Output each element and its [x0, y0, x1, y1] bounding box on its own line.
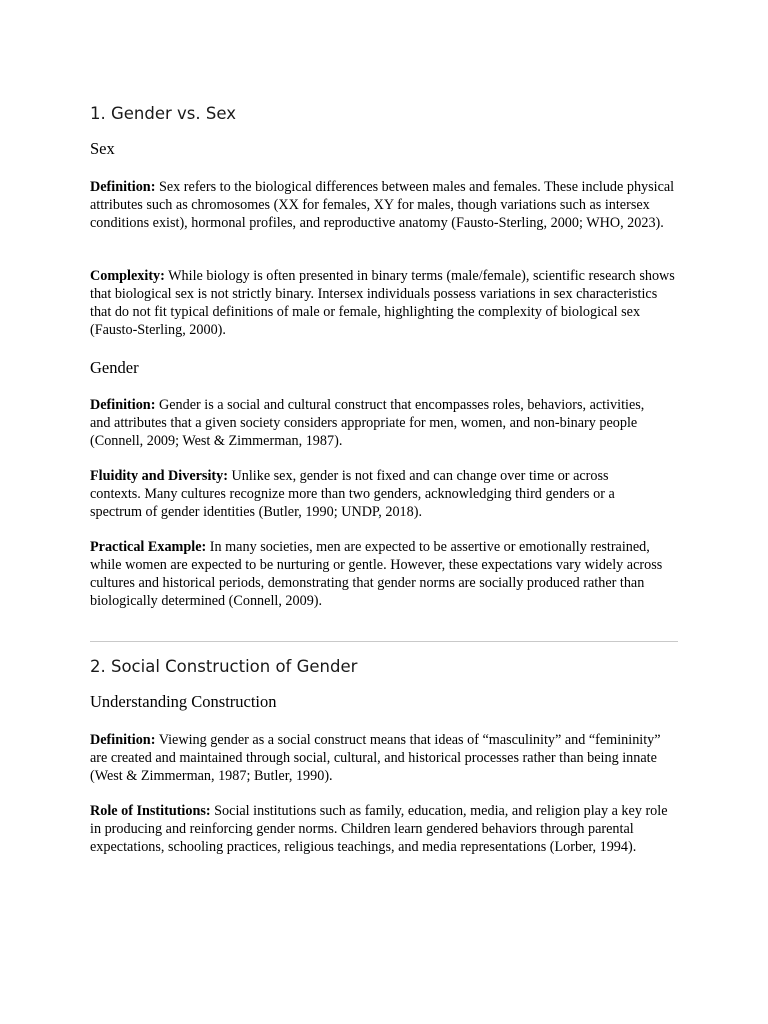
text-gender-fluidity: Unlike sex, gender is not fixed and can change over time or across contexts. Many cultures recognize more than two genders, acknowledging third genders or a spectrum of gender identities (Butler, 1990; UNDP, 2018).	[90, 468, 615, 520]
paragraph-gender-example	[90, 538, 675, 610]
label-definition: Definition:	[90, 397, 156, 413]
label-practical-example: Practical Example:	[90, 539, 207, 555]
label-role-of-institutions: Role of Institutions:	[90, 803, 211, 819]
paragraph-gender-fluidity	[90, 467, 655, 521]
text-sex-definition: Sex refers to the biological differences between males and females. These include physical attributes such as chromosomes (XX for females, XY for males, though variations such as intersex conditions exist), hormonal profiles, and reproductive anatomy (Fausto-Sterling, 2000; WHO, 2023).	[90, 179, 675, 231]
paragraph-role-of-institutions	[90, 802, 680, 856]
subheading-gender: Gender	[90, 358, 139, 377]
paragraph-sex-complexity	[90, 267, 682, 339]
paragraph-construction-definition	[90, 731, 670, 785]
label-fluidity-and-diversity: Fluidity and Diversity:	[90, 468, 228, 484]
text-role-of-institutions: Social institutions such as family, education, media, and religion play a key role in producing and reinforcing gender norms. Children learn gendered behaviors through parental expectations, schooling practices, religious teachings, and media representations (Lorber, 1994).	[90, 803, 668, 855]
text-construction-definition: Viewing gender as a social construct means that ideas of “masculinity” and “femininity” are created and maintained through social, cultural, and historical processes rather than being innate (West & Zimmerman, 1987; Butler, 1990).	[90, 732, 661, 784]
section-divider	[90, 641, 678, 642]
subheading-understanding-construction: Understanding Construction	[90, 692, 277, 711]
label-complexity: Complexity:	[90, 268, 165, 284]
text-gender-definition: Gender is a social and cultural construct that encompasses roles, behaviors, activities, and attributes that a given society considers appropriate for men, women, and non-binary people (Connell, 2009; West & Zimmerman, 1987).	[90, 397, 645, 449]
section-title-social-construction: 2. Social Construction of Gender	[90, 657, 358, 676]
paragraph-gender-definition	[90, 396, 655, 450]
paragraph-sex-definition	[90, 178, 675, 232]
subheading-sex: Sex	[90, 139, 115, 158]
section-title-gender-vs-sex: 1. Gender vs. Sex	[90, 104, 236, 123]
label-definition: Definition:	[90, 179, 156, 195]
text-gender-example: In many societies, men are expected to be assertive or emotionally restrained, while women are expected to be nurturing or gentle. However, these expectations vary widely across cultures and historical periods, demonstrating that gender norms are socially produced rather than biologically determined (Connell, 2009).	[90, 539, 663, 609]
label-definition: Definition:	[90, 732, 156, 748]
text-sex-complexity: While biology is often presented in binary terms (male/female), scientific research shows that biological sex is not strictly binary. Intersex individuals possess variations in sex characteristics that do not fit typical definitions of male or female, highlighting the complexity of biological sex (Fausto-Sterling, 2000).	[90, 268, 675, 338]
